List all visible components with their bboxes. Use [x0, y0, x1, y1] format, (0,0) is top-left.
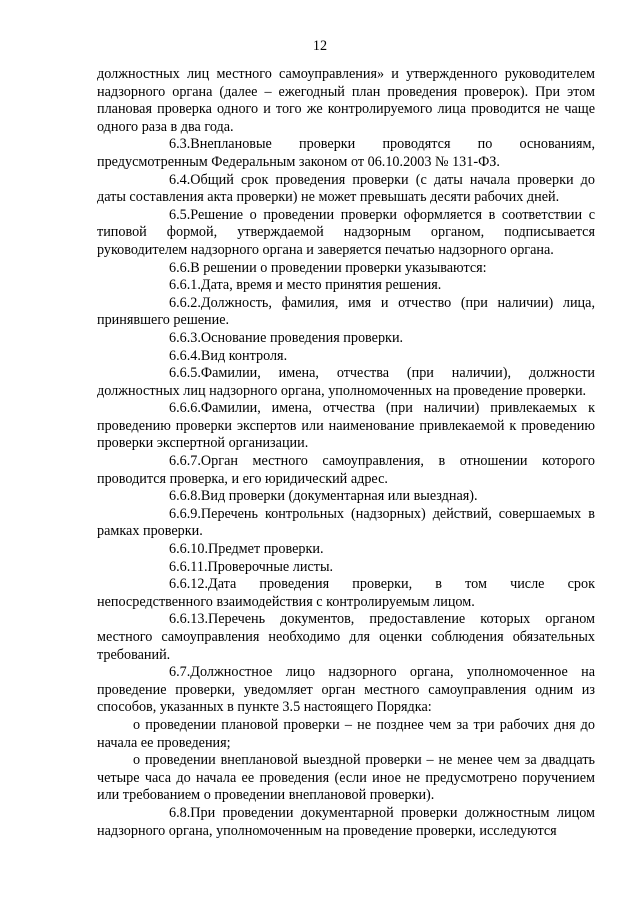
paragraph	[97, 400, 595, 453]
paragraph-text: Вид проверки (документарная или выездная).	[200, 488, 478, 505]
paragraph	[97, 506, 595, 541]
paragraph-text: В решении о проведении проверки указываются:	[190, 259, 487, 276]
document-body	[97, 66, 595, 840]
paragraph-number: 6.6.6.	[169, 400, 201, 417]
paragraph-number: 6.6.10.	[169, 541, 209, 558]
paragraph-text: о проведении плановой проверки – не позднее чем за три рабочих дня до начала ее проведения;	[97, 716, 595, 751]
paragraph	[97, 611, 595, 664]
paragraph-number: 6.6.3.	[169, 329, 201, 346]
page-number: 12	[312, 38, 328, 54]
paragraph	[97, 172, 595, 207]
paragraph	[97, 805, 595, 840]
paragraph	[97, 136, 595, 171]
paragraph	[97, 348, 595, 366]
paragraph-text: Фамилии, имена, отчества (при наличии) привлекаемых к проведению проверки экспертов или наименование привлекаемой к проведению проверки экспертной организации.	[97, 400, 595, 452]
paragraph-text: Решение о проведении проверки оформляется в соответствии с типовой формой, утверждаемой надзорным органом, подписывается руководителем надзорного органа и заверяется печатью надзорного органа.	[97, 206, 595, 258]
paragraph-text: Фамилии, имена, отчества (при наличии), должности должностных лиц надзорного органа, уполномоченных на проведение проверки.	[97, 365, 595, 399]
paragraph-number: 6.6.7.	[169, 453, 201, 470]
paragraph-number: 6.6.1.	[169, 277, 201, 294]
paragraph-number: 6.6.9.	[169, 505, 201, 522]
paragraph	[97, 277, 595, 295]
paragraph-text: Проверочные листы.	[207, 558, 334, 575]
paragraph	[97, 66, 595, 136]
paragraph-number: 6.6.5.	[169, 365, 201, 382]
paragraph-number: 6.6.	[169, 259, 191, 276]
paragraph-text: Внеплановые проверки проводятся по основаниям, предусмотренным Федеральным законом от 06.10.2003 № 131-ФЗ.	[97, 136, 595, 170]
paragraph-text: Дата проведения проверки, в том числе срок непосредственного взаимодействия с контролируемым лицом.	[97, 576, 595, 610]
paragraph-text: При проведении документарной проверки должностным лицом надзорного органа, уполномоченным на проведение проверки, исследуются	[97, 804, 595, 839]
paragraph	[97, 752, 595, 805]
paragraph	[97, 576, 595, 611]
paragraph	[97, 260, 595, 278]
paragraph	[97, 295, 595, 330]
paragraph-text: должностных лиц местного самоуправления» и утвержденного руководителем надзорного органа (далее – ежегодный план проведения проверок). При этом плановая проверка одного и того же контролируемого лица проводится не чаще одного раза в два года.	[97, 66, 595, 135]
paragraph-number: 6.6.13.	[169, 611, 209, 628]
paragraph	[97, 559, 595, 577]
paragraph	[97, 330, 595, 348]
paragraph	[97, 453, 595, 488]
paragraph	[97, 488, 595, 506]
paragraph-number: 6.5.	[169, 206, 191, 223]
paragraph-number: 6.6.4.	[169, 347, 201, 364]
paragraph-text: Общий срок проведения проверки (с даты начала проверки до даты составления акта проверки) не может превышать десяти рабочих дней.	[97, 171, 595, 206]
paragraph-number: 6.6.8.	[169, 488, 201, 505]
paragraph	[97, 664, 595, 717]
paragraph-text: Должность, фамилия, имя и отчество (при наличии) лица, принявшего решение.	[97, 294, 595, 329]
paragraph	[97, 207, 595, 260]
paragraph-text: Дата, время и место принятия решения.	[200, 277, 442, 294]
paragraph-text: Основание проведения проверки.	[200, 329, 404, 346]
paragraph-text: Должностное лицо надзорного органа, уполномоченное на проведение проверки, уведомляет орган местного самоуправления одним из способов, указанных в пункте 3.5 настоящего Порядка:	[97, 664, 595, 716]
paragraph	[97, 365, 595, 400]
paragraph-text: Орган местного самоуправления, в отношении которого проводится проверка, и его юридический адрес.	[97, 453, 595, 487]
paragraph-text: о проведении внеплановой выездной проверки – не менее чем за двадцать четыре часа до начала ее проведения (если иное не предусмотрено поручением или требованием о проведении внеплановой проверки).	[97, 752, 595, 804]
paragraph	[97, 541, 595, 559]
paragraph-text: Перечень контрольных (надзорных) действий, совершаемых в рамках проверки.	[97, 505, 595, 540]
paragraph-number: 6.6.2.	[169, 294, 201, 311]
paragraph-number: 6.6.12.	[169, 576, 209, 593]
paragraph-number: 6.6.11.	[169, 558, 208, 575]
paragraph-number: 6.8.	[169, 804, 191, 821]
paragraph	[97, 717, 595, 752]
paragraph-text: Предмет проверки.	[208, 541, 324, 558]
paragraph-text: Вид контроля.	[200, 347, 288, 364]
paragraph-number: 6.7.	[169, 664, 191, 681]
paragraph-number: 6.4.	[169, 171, 191, 188]
paragraph-text: Перечень документов, предоставление которых органом местного самоуправления необходимо для оценки соблюдения обязательных требований.	[97, 611, 595, 663]
paragraph-number: 6.3.	[169, 136, 191, 153]
